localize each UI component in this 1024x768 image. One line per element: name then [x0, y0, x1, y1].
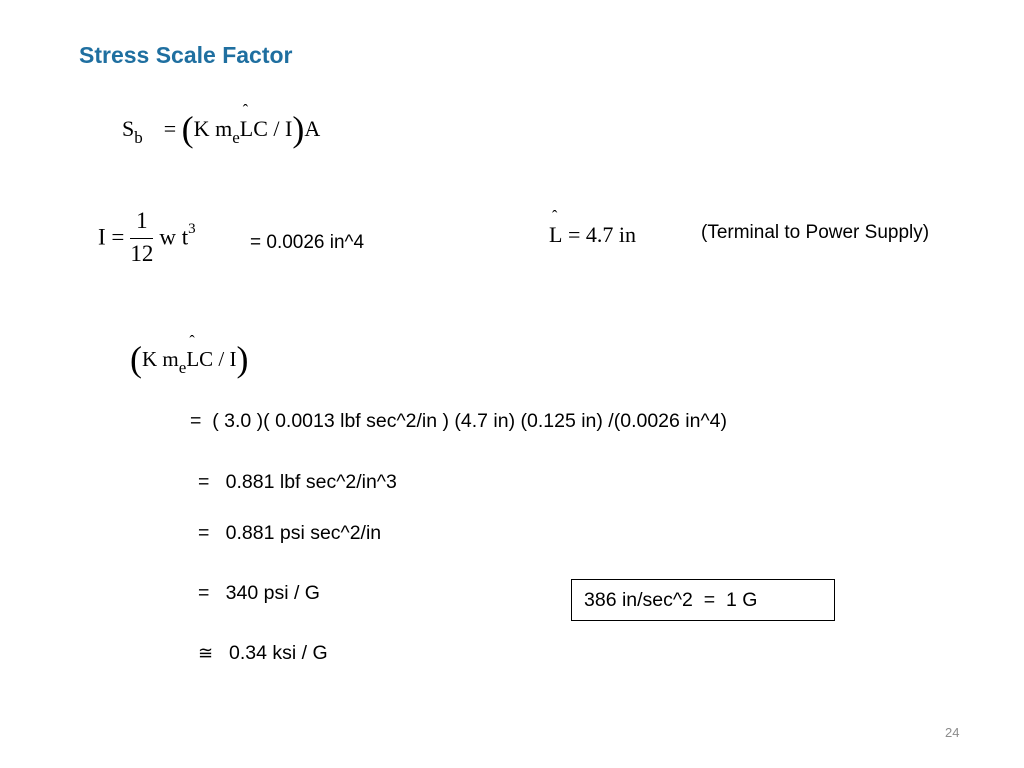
g-conversion-box: 386 in/sec^2 = 1 G	[571, 579, 835, 621]
symbol-l: L	[239, 116, 254, 141]
subscript-e: e	[232, 128, 240, 147]
fraction-numerator: 1	[130, 208, 153, 239]
hat-accent: ˆ	[552, 208, 558, 225]
stress-scale-equation	[122, 102, 321, 149]
close-paren: )	[236, 339, 249, 379]
fraction	[130, 208, 153, 267]
symbol-i: I	[285, 116, 293, 141]
length-note: (Terminal to Power Supply)	[701, 222, 930, 243]
symbol-m: m	[162, 347, 179, 371]
inertia-result: = 0.0026 in^4	[250, 232, 365, 253]
symbol-l: L	[186, 347, 200, 371]
calc-line-3: = 0.881 psi sec^2/in	[198, 522, 382, 544]
inertia-equation	[98, 208, 196, 267]
symbol-m: m	[215, 116, 233, 141]
page-number: 24	[945, 725, 960, 740]
symbol-i: I	[229, 347, 237, 371]
subscript-e: e	[178, 358, 187, 377]
inertia-lhs: I =	[98, 224, 125, 250]
symbol-c: C	[253, 116, 268, 141]
hat-accent: ˆ	[189, 333, 195, 350]
symbol-s: S	[122, 116, 135, 141]
calc-line-4: = 340 psi / G	[198, 582, 320, 604]
calc-line-5	[198, 642, 328, 665]
calc-line-1: = ( 3.0 )( 0.0013 lbf sec^2/in ) (4.7 in) (0.125 in) /(0.0026 in^4)	[190, 410, 727, 432]
equals-sign: =	[163, 116, 177, 141]
slide-title: Stress Scale Factor	[79, 42, 293, 68]
symbol-l: L	[549, 222, 563, 247]
hat-accent: ˆ	[242, 102, 249, 119]
congruent-symbol: ≅	[198, 643, 214, 663]
slash: /	[218, 347, 225, 371]
symbol-a: A	[304, 116, 321, 141]
open-paren: (	[181, 109, 194, 149]
exponent-3: 3	[188, 220, 196, 237]
symbol-k: K	[193, 116, 210, 141]
symbol-c: C	[199, 347, 214, 371]
symbol-k: K	[142, 347, 158, 371]
kmlc-expression	[130, 333, 249, 379]
symbol-wt: w t	[159, 224, 189, 250]
calc-line-5-value: 0.34 ksi / G	[229, 642, 328, 664]
length-equation	[549, 208, 636, 248]
calc-line-2: = 0.881 lbf sec^2/in^3	[198, 471, 397, 493]
subscript-b: b	[134, 128, 143, 147]
open-paren: (	[130, 339, 142, 379]
close-paren: )	[292, 109, 305, 149]
slash: /	[273, 116, 280, 141]
fraction-denominator: 12	[130, 241, 154, 266]
length-value: = 4.7 in	[567, 222, 636, 247]
